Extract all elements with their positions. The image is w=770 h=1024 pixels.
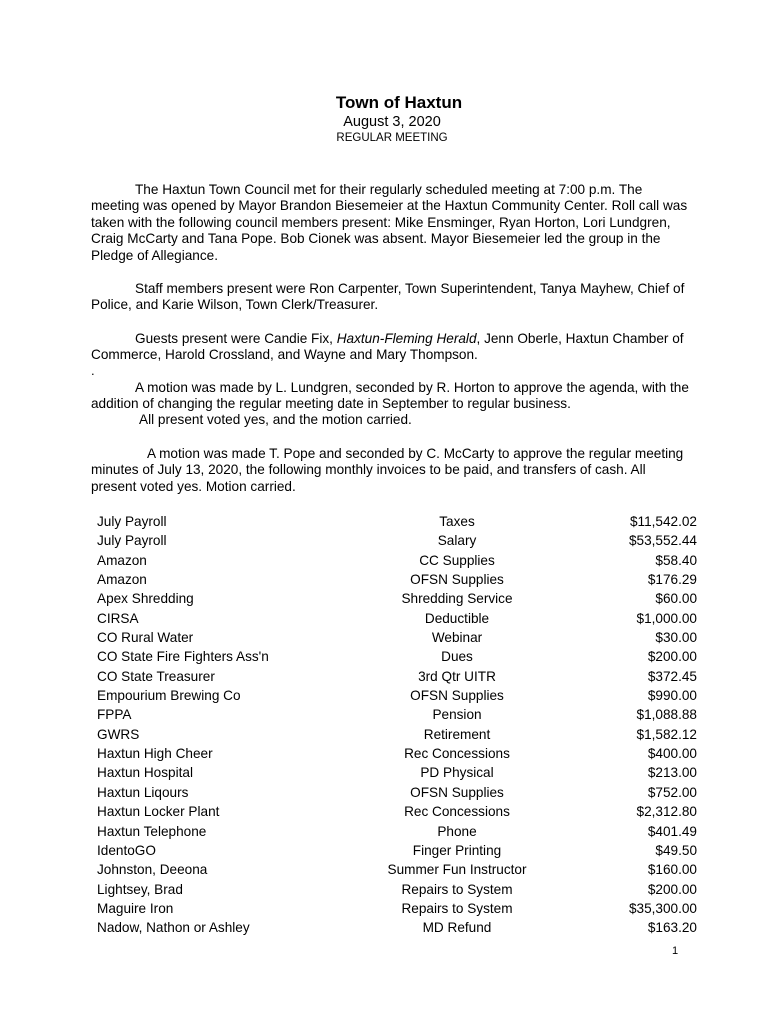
invoice-row <box>97 880 697 899</box>
invoice-row <box>97 763 697 782</box>
invoice-description: Repairs to System <box>401 900 513 916</box>
invoice-description: Webinar <box>431 630 483 646</box>
invoice-vendor: IdentoGO <box>97 842 156 858</box>
invoice-vendor: Amazon <box>97 552 147 568</box>
invoice-amount: $400.00 <box>647 746 697 762</box>
minutes-motion-paragraph: A motion was made T. Pope and seconded by C. McCarty to approve the regular meeting minutes of July 13, 2020, the following monthly invoices to be paid, and transfers of cash. All present voted yes. Motion carried. <box>91 446 684 494</box>
guests-paragraph <box>91 331 691 364</box>
invoice-row <box>97 918 697 937</box>
invoice-vendor: Haxtun Locker Plant <box>97 804 220 820</box>
document-title: Town of Haxtun <box>335 93 463 112</box>
invoice-vendor: Haxtun High Cheer <box>97 746 213 762</box>
invoice-row <box>97 841 697 860</box>
invoice-amount: $58.40 <box>655 552 697 568</box>
newspaper-name: Haxtun-Fleming Herald <box>336 331 477 346</box>
document-header <box>0 93 770 146</box>
invoice-amount: $990.00 <box>647 688 697 704</box>
invoice-row <box>97 609 697 628</box>
invoice-amount: $60.00 <box>655 591 697 607</box>
invoice-description: OFSN Supplies <box>410 784 504 800</box>
agenda-motion-paragraph: A motion was made by L. Lundgren, seconded by R. Horton to approve the agenda, with the addition of changing the regular meeting date in September to regular business. <box>91 380 689 412</box>
invoice-description: 3rd Qtr UITR <box>418 668 496 684</box>
invoice-amount: $1,582.12 <box>636 726 697 742</box>
staff-paragraph: Staff members present were Ron Carpenter, Town Superintendent, Tanya Mayhew, Chief of Police, and Karie Wilson, Town Clerk/Treasurer. <box>91 281 685 313</box>
invoice-description: MD Refund <box>422 920 492 936</box>
invoice-description: Dues <box>441 649 473 665</box>
invoice-vendor: FPPA <box>97 707 132 723</box>
guests-text-end: , Jenn Oberle, Haxtun Chamber of Commerce, Harold Crossland, and Wayne and Mary Thompson. <box>91 331 684 363</box>
invoice-vendor: July Payroll <box>97 533 167 549</box>
invoice-description: OFSN Supplies <box>410 688 504 704</box>
invoice-description: Shredding Service <box>401 591 513 607</box>
invoice-vendor: Lightsey, Brad <box>97 881 183 897</box>
invoice-vendor: Haxtun Liqours <box>97 784 189 800</box>
invoice-description: Finger Printing <box>412 842 502 858</box>
guests-text-start: Guests present were Candie Fix, <box>135 331 337 346</box>
invoice-amount: $752.00 <box>647 784 697 800</box>
invoice-vendor: Apex Shredding <box>97 591 194 607</box>
page-number: 1 <box>672 945 679 957</box>
invoice-amount: $1,000.00 <box>636 610 697 626</box>
invoice-description: OFSN Supplies <box>410 572 504 588</box>
invoice-vendor: CO Rural Water <box>97 630 194 646</box>
invoice-amount: $213.00 <box>647 765 697 781</box>
opening-paragraph: The Haxtun Town Council met for their regularly scheduled meeting at 7:00 p.m. The meeting was opened by Mayor Brandon Biesemeier at the Haxtun Community Center. Roll call was taken with the following council members present: Mike Ensminger, Ryan Horton, Lori Lundgren, Craig McCarty and Tana Pope. Bob Cionek was absent. Mayor Biesemeier led the group in the Pledge of Allegiance. <box>91 182 688 263</box>
invoice-description: Phone <box>437 823 477 839</box>
invoice-vendor: Johnston, Deeona <box>97 862 208 878</box>
invoice-row <box>97 725 697 744</box>
invoice-vendor: GWRS <box>97 726 140 742</box>
invoice-amount: $11,542.02 <box>629 514 697 529</box>
invoice-vendor: Nadow, Nathon or Ashley <box>97 920 250 936</box>
invoice-row <box>97 570 697 589</box>
invoice-row <box>97 744 697 763</box>
invoice-amount: $1,088.88 <box>636 707 697 723</box>
stray-period: . <box>91 363 95 378</box>
invoice-vendor: Maguire Iron <box>97 900 174 916</box>
meeting-date: August 3, 2020 <box>343 114 441 130</box>
invoice-vendor: CO State Treasurer <box>97 668 215 684</box>
invoice-description: Deductible <box>424 610 490 626</box>
invoice-row <box>97 647 697 666</box>
invoice-description: Repairs to System <box>401 881 513 897</box>
invoice-description: Pension <box>432 707 482 723</box>
invoice-amount: $200.00 <box>647 881 697 897</box>
invoice-description: PD Physical <box>420 765 494 781</box>
invoice-row <box>97 705 697 724</box>
invoice-table <box>97 512 697 938</box>
invoice-vendor: Empourium Brewing Co <box>97 688 241 704</box>
invoice-description: Retirement <box>423 726 491 742</box>
invoice-row <box>97 860 697 879</box>
invoice-row <box>97 802 697 821</box>
invoice-row <box>97 551 697 570</box>
invoice-description: Rec Concessions <box>404 746 510 762</box>
invoice-table-body <box>97 512 697 938</box>
invoice-amount: $372.45 <box>647 668 697 684</box>
invoice-amount: $200.00 <box>647 649 697 665</box>
invoice-row <box>97 589 697 608</box>
invoice-vendor: Haxtun Telephone <box>97 823 207 839</box>
invoice-row <box>97 822 697 841</box>
invoice-row <box>97 667 697 686</box>
invoice-amount: $35,300.00 <box>628 900 697 916</box>
invoice-row <box>97 783 697 802</box>
invoice-description: Salary <box>437 533 477 549</box>
invoice-description: Summer Fun Instructor <box>387 862 527 878</box>
invoice-description: Rec Concessions <box>404 804 510 820</box>
meeting-type: REGULAR MEETING <box>336 132 448 144</box>
invoice-vendor: CO State Fire Fighters Ass'n <box>97 649 269 665</box>
agenda-motion-vote: All present voted yes, and the motion carried. <box>139 412 412 427</box>
invoice-vendor: CIRSA <box>97 610 139 626</box>
invoice-vendor: July Payroll <box>97 514 167 529</box>
invoice-row <box>97 686 697 705</box>
invoice-row <box>97 512 697 531</box>
invoice-amount: $176.29 <box>647 572 697 588</box>
invoice-amount: $401.49 <box>647 823 697 839</box>
invoice-vendor: Amazon <box>97 572 147 588</box>
invoice-amount: $30.00 <box>655 630 697 646</box>
invoice-row <box>97 531 697 550</box>
invoice-amount: $49.50 <box>655 842 697 858</box>
invoice-amount: $163.20 <box>647 920 697 936</box>
invoice-row <box>97 628 697 647</box>
invoice-description: Taxes <box>439 514 475 529</box>
invoice-amount: $160.00 <box>647 862 697 878</box>
invoice-amount: $53,552.44 <box>628 533 697 549</box>
invoice-amount: $2,312.80 <box>636 804 697 820</box>
invoice-description: CC Supplies <box>419 552 495 568</box>
invoice-vendor: Haxtun Hospital <box>97 765 193 781</box>
invoice-row <box>97 899 697 918</box>
